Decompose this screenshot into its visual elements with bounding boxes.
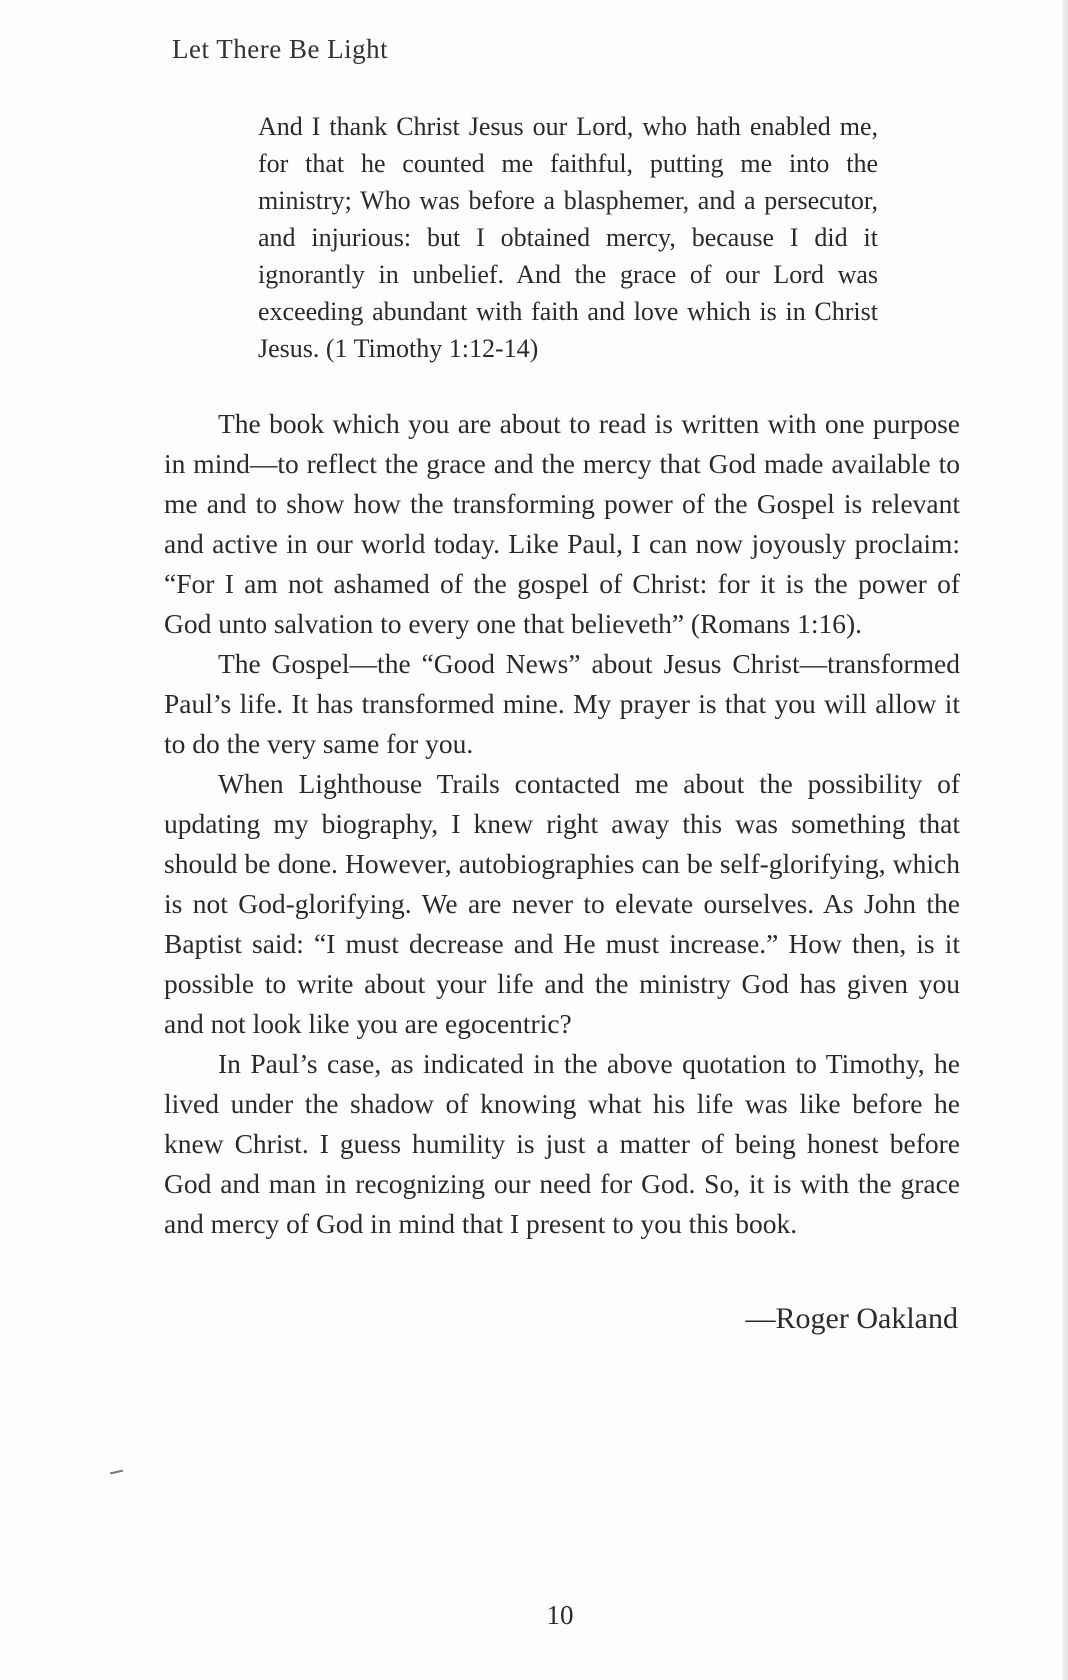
paragraph-4: In Paul’s case, as indicated in the above quotation to Timothy, he lived under the shadow of knowing what his life was like before he knew Christ. I guess humility is just a matter of being honest before God and man in recognizing our need for God. So, it is with the grace and mercy of God in mind that I present to you this book.	[164, 1048, 960, 1239]
page-number: 10	[546, 1600, 574, 1630]
body-text	[164, 404, 960, 1244]
scripture-block-quote: And I thank Christ Jesus our Lord, who hath enabled me, for that he counted me faithful, putting me into the ministry; Who was before a blasphemer, and a persecutor, and injurious: but I obtained mercy, because I did it ignorantly in unbelief. And the grace of our Lord was exceeding abundant with faith and love which is in Christ Jesus. (1 Timothy 1:12-14)	[258, 112, 878, 363]
paragraph-2: The Gospel—the “Good News” about Jesus Christ—transformed Paul’s life. It has transformed mine. My prayer is that you will allow it to do the very same for you.	[164, 648, 960, 759]
paragraph-3: When Lighthouse Trails contacted me about the possibility of updating my biography, I knew right away this was something that should be done. However, autobiographies can be self-glorifying, which is not God-glorifying. We are never to elevate ourselves. As John the Baptist said: “I must decrease and He must increase.” How then, is it possible to write about your life and the ministry God has given you and not look like you are egocentric?	[164, 768, 960, 1039]
paragraph-1: The book which you are about to read is written with one purpose in mind—to reflect the grace and the mercy that God made available to me and to show how the transforming power of the Gospel is relevant and active in our world today. Like Paul, I can now joyously proclaim: “For I am not ashamed of the gospel of Christ: for it is the power of God unto salvation to every one that believeth” (Romans 1:16).	[164, 408, 960, 639]
margin-mark	[110, 1470, 123, 1475]
running-head-title: Let There Be Light	[172, 34, 389, 64]
author-signature: —Roger Oakland	[745, 1302, 958, 1335]
page-edge-shadow	[1062, 0, 1068, 1680]
